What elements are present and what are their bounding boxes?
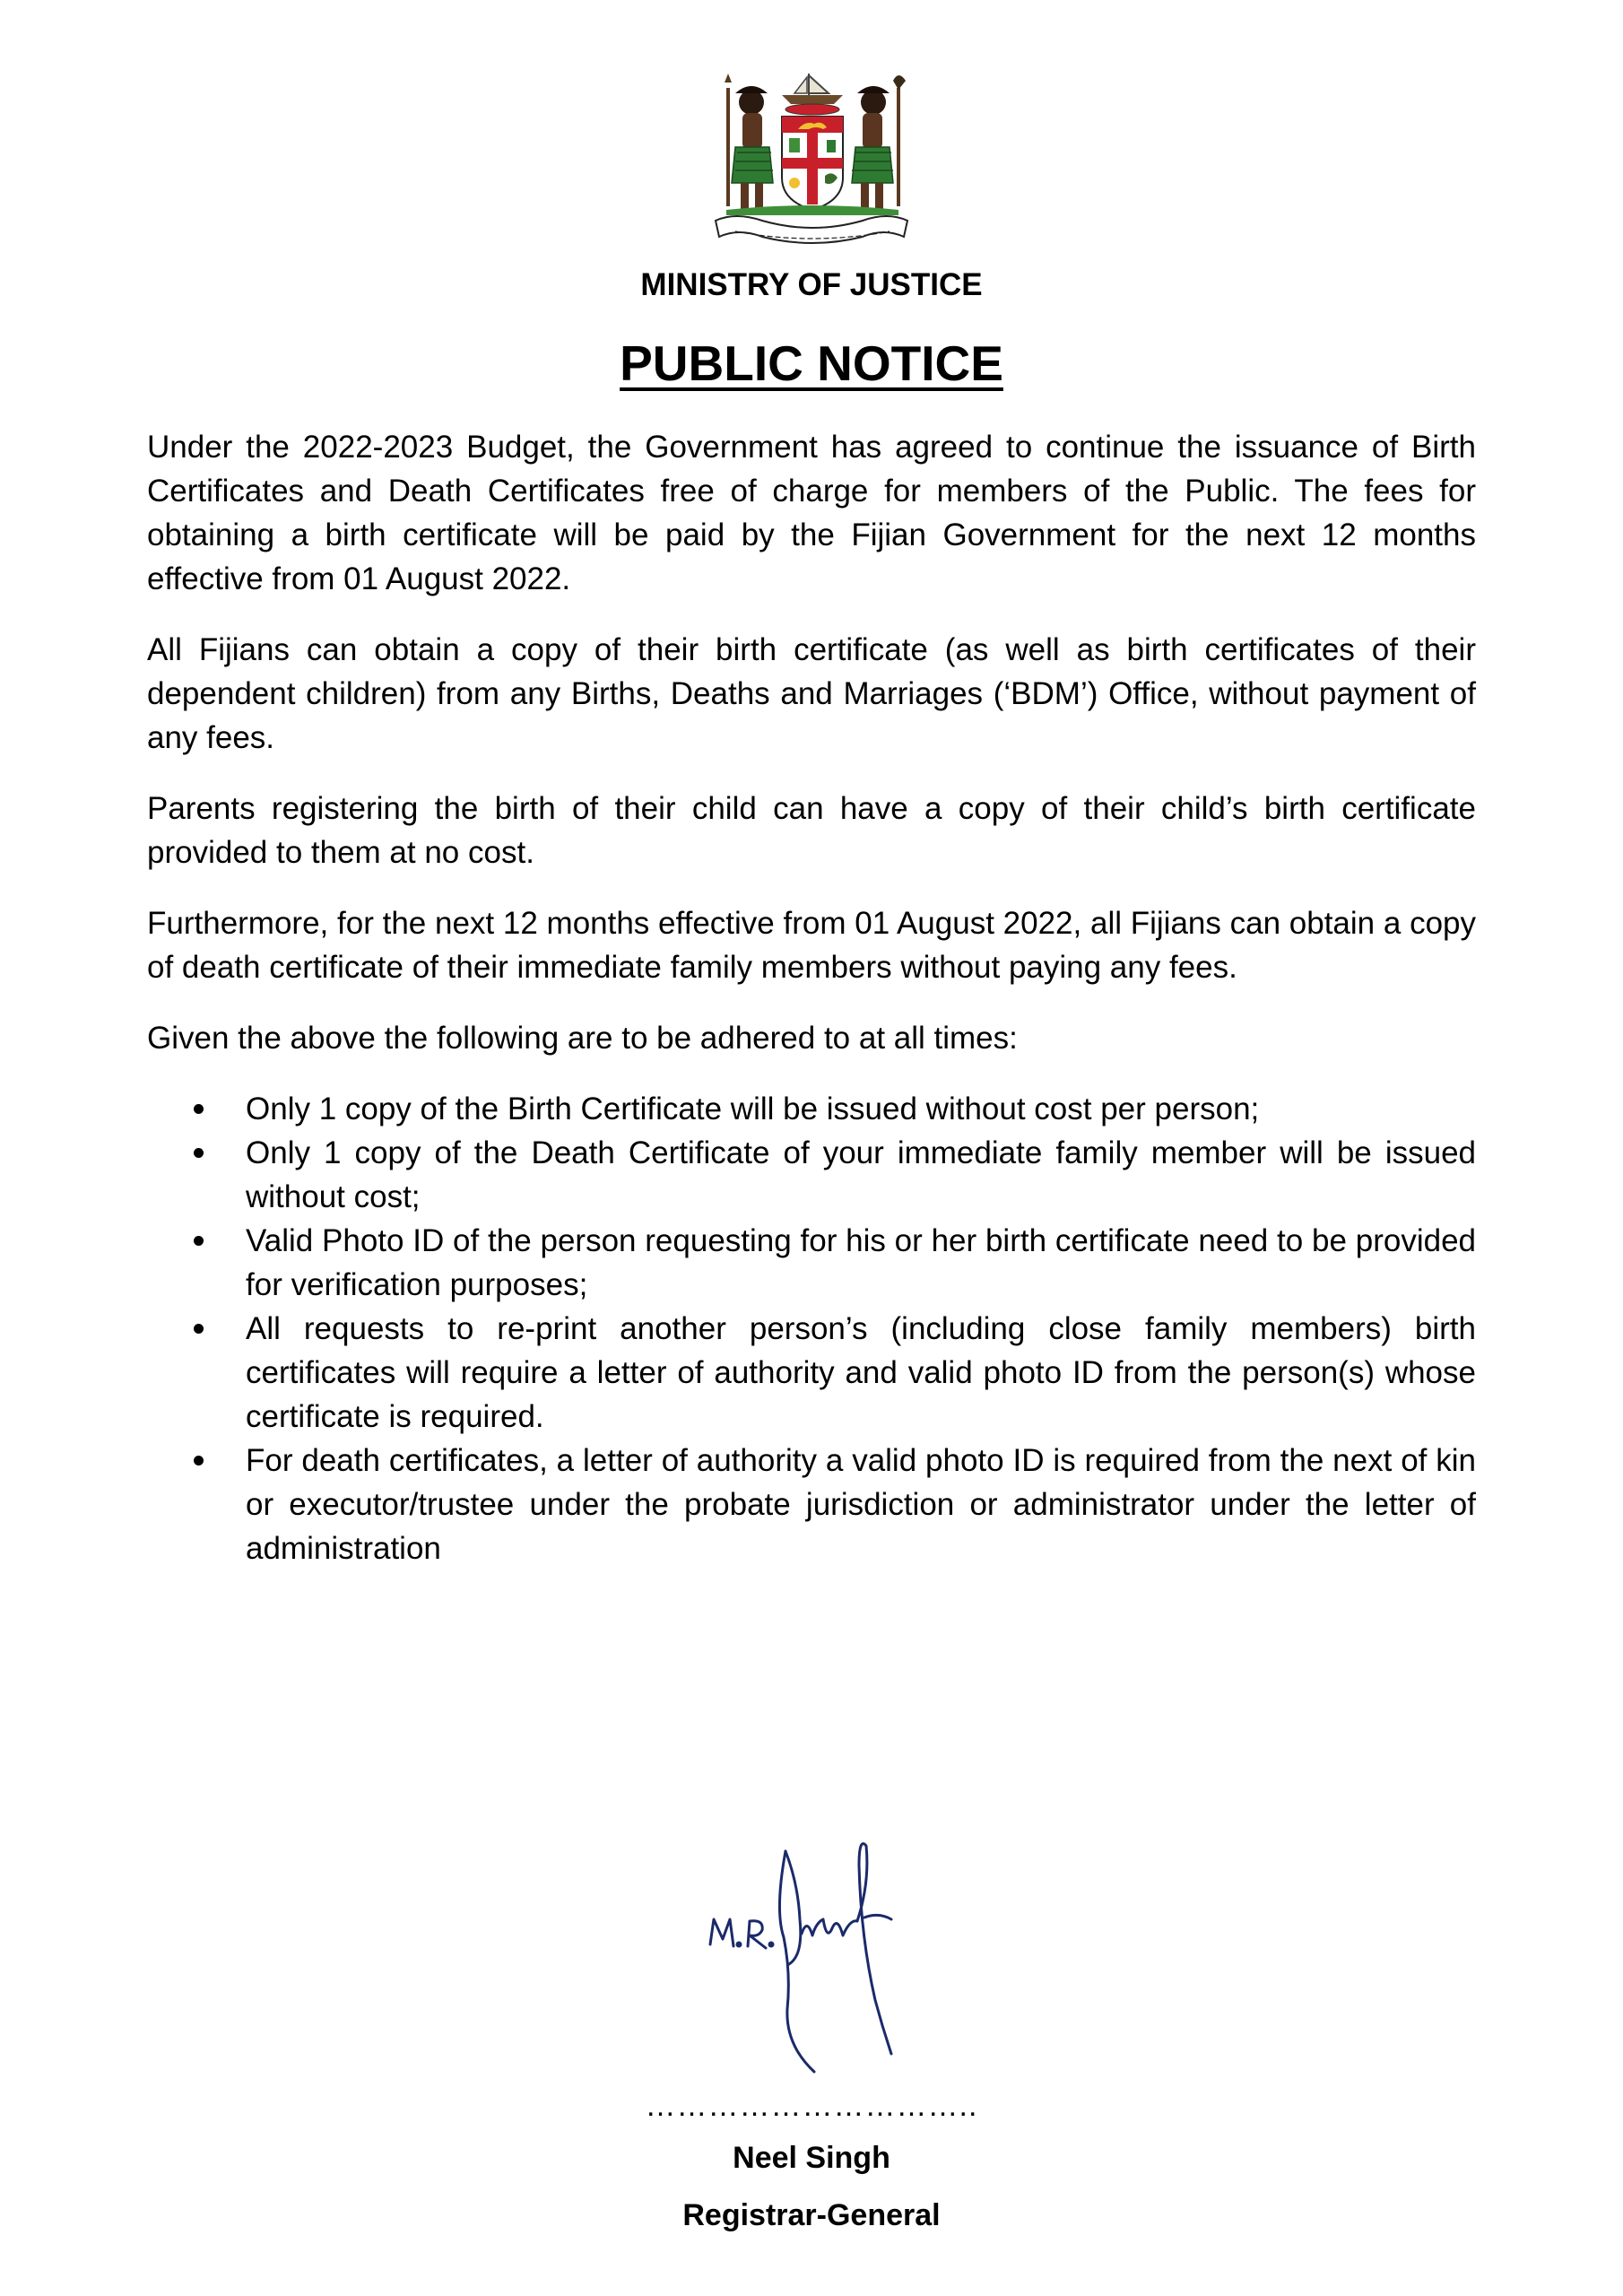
bullet-icon: [194, 1148, 204, 1158]
handwritten-signature-icon: [699, 1830, 933, 2081]
list-item: [246, 1439, 1476, 1570]
conditions-list: [147, 1087, 1476, 1570]
list-item-text: All requests to re-print another person’s (including close family members) birth certificates will require a letter of authority and valid photo ID from the person(s) whose certificate is required.: [246, 1311, 1476, 1434]
signature-line: …………………………..: [645, 2089, 978, 2123]
notice-body: [147, 425, 1476, 1570]
bullet-icon: [194, 1324, 204, 1334]
paragraph-death-certificate: Furthermore, for the next 12 months effective from 01 August 2022, all Fijians can obtain a copy of death certificate of their immediate family members without paying any fees.: [147, 906, 1476, 985]
paragraph-budget: Under the 2022-2023 Budget, the Government has agreed to continue the issuance of Birth Certificates and Death Certificates free of charge for members of the Public. The fees for obtaining a birth certificate will be paid by the Fijian Government for the next 12 months effective from 01 August 2022.: [147, 430, 1476, 596]
list-item: [246, 1307, 1476, 1439]
paragraph-birth-certificate: All Fijians can obtain a copy of their birth certificate (as well as birth certificates of their dependent children) from any Births, Deaths and Marriages (‘BDM’) Office, without payment of any fees.: [147, 632, 1476, 755]
signer-name: Neel Singh: [733, 2141, 890, 2175]
bullet-icon: [194, 1456, 204, 1465]
list-item: [246, 1087, 1476, 1131]
bullet-icon: [194, 1236, 204, 1246]
list-item-text: Valid Photo ID of the person requesting for his or her birth certificate need to be provided for verification purposes;: [246, 1223, 1476, 1302]
list-item-text: Only 1 copy of the Birth Certificate will be issued without cost per person;: [246, 1091, 1260, 1126]
list-item-text: Only 1 copy of the Death Certificate of your immediate family member will be issued without cost;: [246, 1135, 1476, 1214]
list-item: [246, 1131, 1476, 1219]
signer-title: Registrar-General: [682, 2198, 941, 2232]
bullet-icon: [194, 1104, 204, 1114]
page-title: PUBLIC NOTICE: [620, 335, 1003, 391]
ministry-heading: MINISTRY OF JUSTICE: [640, 267, 983, 302]
paragraph-conditions-intro: Given the above the following are to be adhered to at all times:: [147, 1021, 1018, 1056]
list-item-text: For death certificates, a letter of authority a valid photo ID is required from the next of kin or executor/trustee under the probate jurisdiction or administrator under the letter of administration: [246, 1443, 1476, 1566]
paragraph-parents: Parents registering the birth of their child can have a copy of their child’s birth certificate provided to them at no cost.: [147, 791, 1476, 870]
list-item: [246, 1219, 1476, 1307]
fiji-coat-of-arms-icon: [708, 70, 915, 249]
